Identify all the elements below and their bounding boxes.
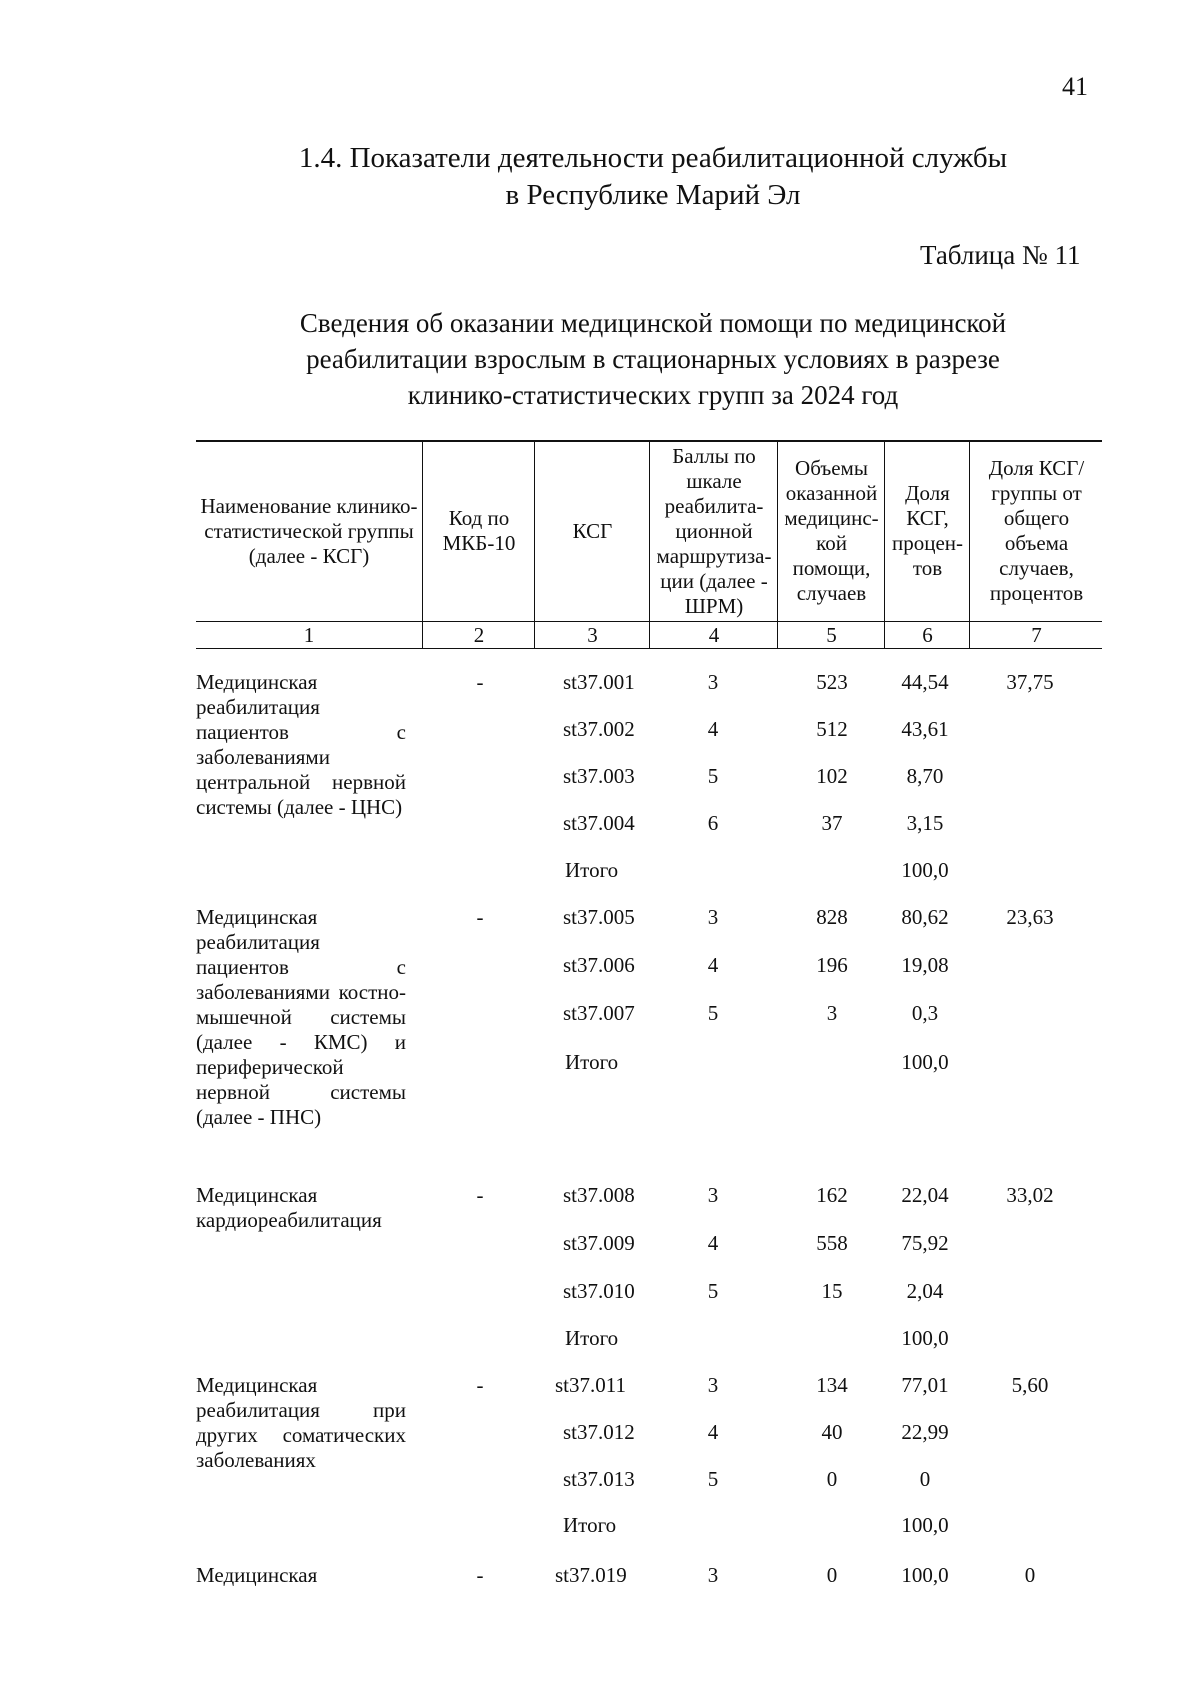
ksg-share: 43,61 (901, 717, 949, 741)
total-label: Итого (563, 1513, 617, 1537)
group-name: Медицинская реабилитация пациентов с заболеваниями костно-мышечной системы (далее - КМС) и периферической нервной системы (далее - ПНС) (196, 905, 406, 1129)
header-icd-code: Код по МКБ-10 (422, 441, 535, 621)
ksg-code: st37.003 (563, 764, 635, 788)
volume: 512 (816, 717, 848, 741)
header-bottom-rule (196, 648, 1102, 649)
volume: 15 (821, 1279, 843, 1303)
section-title (0, 140, 1200, 214)
header-ksg-share: Доля КСГ, процен-тов (884, 441, 970, 621)
header-group-name: Наименование клинико-статистической группы (далее - КСГ) (200, 493, 418, 568)
total-label: Итого (565, 1050, 619, 1074)
volume: 134 (816, 1373, 848, 1397)
ksg-code: st37.010 (563, 1279, 635, 1303)
volume: 3 (826, 1001, 838, 1025)
column-number: 5 (777, 622, 885, 648)
icd-code: - (476, 1373, 484, 1397)
table-title-line2: реабилитации взрослым в стационарных условиях в разрезе (306, 344, 1000, 374)
header-ksg: КСГ (534, 441, 650, 621)
volume: 0 (826, 1467, 838, 1491)
rehab-score: 6 (707, 811, 719, 835)
rehab-score: 3 (707, 1373, 719, 1397)
group-name: Медицинская кардиореабилитация (196, 1183, 382, 1232)
ksg-share: 8,70 (906, 764, 944, 788)
table-title (0, 305, 1200, 413)
table-title-line3: клинико-статистических групп за 2024 год (407, 380, 899, 410)
ksg-code: st37.008 (563, 1183, 635, 1207)
ksg-share: 75,92 (901, 1231, 949, 1255)
rehab-score: 5 (707, 1001, 719, 1025)
page-number: 41 (1062, 72, 1088, 101)
group-share: 5,60 (1011, 1373, 1049, 1397)
icd-code: - (476, 1183, 484, 1207)
ksg-share: 80,62 (901, 905, 949, 929)
group-name: Медицинская реабилитация при других соматических заболеваниях (196, 1373, 406, 1472)
ksg-code: st37.004 (563, 811, 635, 835)
ksg-code: st37.005 (563, 905, 635, 929)
table-title-line1: Сведения об оказании медицинской помощи по медицинской (299, 308, 1007, 338)
ksg-share: 0,3 (911, 1001, 939, 1025)
ksg-share: 100,0 (901, 1563, 949, 1587)
total-share: 100,0 (901, 858, 949, 882)
volume: 828 (816, 905, 848, 929)
column-number: 7 (969, 622, 1103, 648)
column-number: 6 (884, 622, 970, 648)
ksg-share: 22,04 (901, 1183, 949, 1207)
ksg-share: 0 (919, 1467, 931, 1491)
group-name: Медицинская реабилитация пациентов с заболеваниями центральной нервной системы (далее - ЦНС) (196, 670, 406, 819)
ksg-share: 3,15 (906, 811, 944, 835)
column-number: 3 (534, 622, 650, 648)
ksg-code: st37.013 (563, 1467, 635, 1491)
total-share: 100,0 (901, 1513, 949, 1537)
icd-code: - (476, 670, 484, 694)
ksg-share: 77,01 (901, 1373, 949, 1397)
total-share: 100,0 (901, 1326, 949, 1350)
group-share: 23,63 (1006, 905, 1054, 929)
group-share: 0 (1024, 1563, 1036, 1587)
rehab-score: 4 (707, 1231, 719, 1255)
rehab-score: 5 (707, 764, 719, 788)
volume: 558 (816, 1231, 848, 1255)
ksg-code: st37.001 (563, 670, 635, 694)
rehab-score: 3 (707, 670, 719, 694)
rehab-score: 4 (707, 717, 719, 741)
header-rehab-score: Баллы по шкале реабилита-ционной маршрутиза-ции (далее - ШРМ) (649, 441, 778, 621)
column-number: 1 (303, 622, 315, 647)
group-share: 37,75 (1006, 670, 1054, 694)
total-share: 100,0 (901, 1050, 949, 1074)
volume: 523 (816, 670, 848, 694)
column-number: 2 (422, 622, 535, 648)
ksg-code: st37.012 (563, 1420, 635, 1444)
volume: 102 (816, 764, 848, 788)
ksg-code: st37.009 (563, 1231, 635, 1255)
icd-code: - (476, 1563, 484, 1587)
ksg-code: st37.006 (563, 953, 635, 977)
ksg-share: 2,04 (906, 1279, 944, 1303)
rehab-score: 5 (707, 1279, 719, 1303)
header-volume: Объемы оказанной медицинс-кой помощи, случаев (777, 441, 885, 621)
header-group-share: Доля КСГ/группы от общего объема случаев, процентов (969, 441, 1103, 621)
volume: 196 (816, 953, 848, 977)
ksg-code: st37.011 (555, 1373, 626, 1397)
ksg-share: 44,54 (901, 670, 949, 694)
total-label: Итого (565, 1326, 619, 1350)
volume: 0 (826, 1563, 838, 1587)
ksg-code: st37.002 (563, 717, 635, 741)
rehab-score: 4 (707, 1420, 719, 1444)
volume: 162 (816, 1183, 848, 1207)
rehab-score: 3 (707, 905, 719, 929)
rehab-score: 5 (707, 1467, 719, 1491)
ksg-share: 19,08 (901, 953, 949, 977)
volume: 40 (821, 1420, 843, 1444)
icd-code: - (476, 905, 484, 929)
rehab-score: 4 (707, 953, 719, 977)
section-title-line2: в Республике Марий Эл (505, 179, 801, 211)
group-share: 33,02 (1006, 1183, 1054, 1207)
column-number: 4 (649, 622, 778, 648)
ksg-code: st37.019 (555, 1563, 627, 1587)
rehab-score: 3 (707, 1563, 719, 1587)
total-label: Итого (565, 858, 619, 882)
group-name: Медицинская (196, 1563, 318, 1587)
volume: 37 (821, 811, 843, 835)
ksg-share: 22,99 (901, 1420, 949, 1444)
ksg-code: st37.007 (563, 1001, 635, 1025)
rehab-score: 3 (707, 1183, 719, 1207)
section-title-line1: 1.4. Показатели деятельности реабилитационной службы (298, 142, 1008, 174)
table-label: Таблица № 11 (920, 240, 1081, 270)
